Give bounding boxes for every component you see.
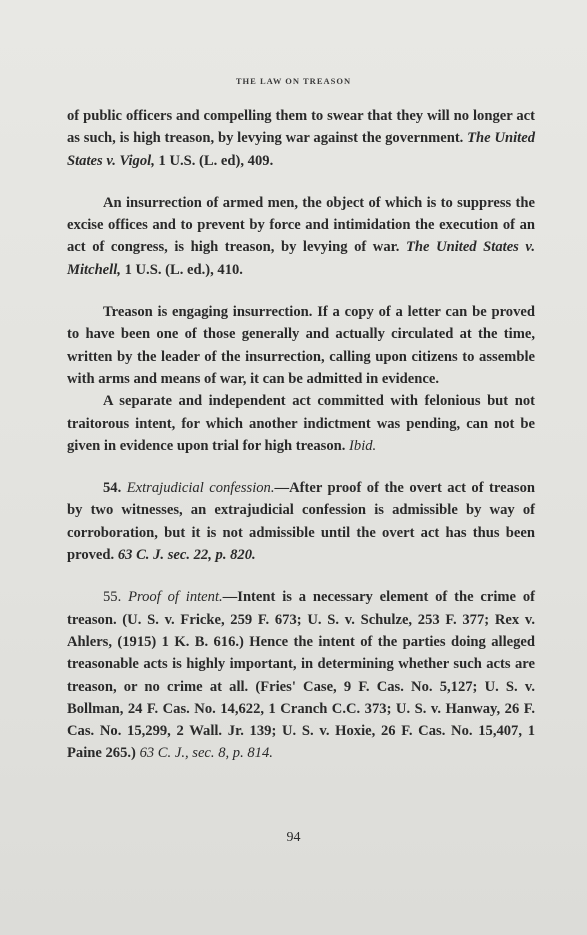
page-body [67, 105, 535, 765]
citation-vigol: The United States v. Vigol, [67, 130, 535, 169]
section-55: 55. Proof of intent.—Intent is a necessary element of the crime of treason. (U. S. v. Fricke, 259 F. 673; U. S. v. Schulze, 253 F. 377; Rex v. Ahlers, (1915) 1 K. B. 616.) Hence the intent of the parties doing alleged treasonable acts is highly important, in determining whether such acts are treason, or no crime at all. (Fries' Case, 9 F. Cas. No. 5,127; U. S. v. Bollman, 24 F. Cas. No. 14,622, 1 Cranch C.C. 373; U. S. v. Hanway, 26 F. Cas. No. 15,299, 2 Wall. Jr. 139; U. S. v. Hoxie, 26 F. Cas. No. 15,407, 1 Paine 265.) 63 C. J., sec. 8, p. 814. [67, 589, 536, 762]
section-heading-intent: Proof of intent. [128, 589, 223, 606]
page-number: 94 [286, 830, 301, 845]
citation-cj-820: 63 C. J. sec. 22, p. 820. [117, 547, 256, 564]
paragraph-mitchell: An insurrection of armed men, the object of which is to suppress the excise offices and to prevent by force and intimidation the execution of an act of congress, is high treason, by levying of war. The United States v. Mitchell, 1 U.S. (L. ed.), 410. [67, 194, 535, 278]
section-heading-extrajudicial: Extrajudicial confession. [126, 480, 275, 497]
section-54: 54. Extrajudicial confession.—After proof of the overt act of treason by two witnesses, an extrajudicial confession is admissible by way of corroboration, but it is not admissible until the overt act has thus been proved. 63 C. J. sec. 22, p. 820. [67, 480, 535, 564]
citation-ibid: Ibid. [349, 437, 377, 454]
citation-mitchell: The United States v. Mitchell, [67, 239, 535, 278]
running-header: THE LAW ON TREASON [235, 76, 352, 86]
paragraph-insurrection-letter: Treason is engaging insurrection. If a copy of a letter can be proved to have been one of those generally and actually circulated at the time, written by the leader of the insurrection, calling upon citizens to assemble with arms and means of war, it can be admitted in evidence. [67, 304, 535, 387]
paragraph-separate-act: A separate and independent act committed with felonious but not traitorous intent, for which another indictment was pending, can not be given in evidence upon trial for high treason. Ibid. [67, 393, 535, 454]
paragraph-vigol: of public officers and compelling them to swear that they will no longer act as such, is high treason, by levying war against the government. The United States v. Vigol, 1 U.S. (L. ed), 409. [67, 108, 535, 169]
citation-cj-814: 63 C. J., sec. 8, p. 814. [139, 745, 273, 762]
